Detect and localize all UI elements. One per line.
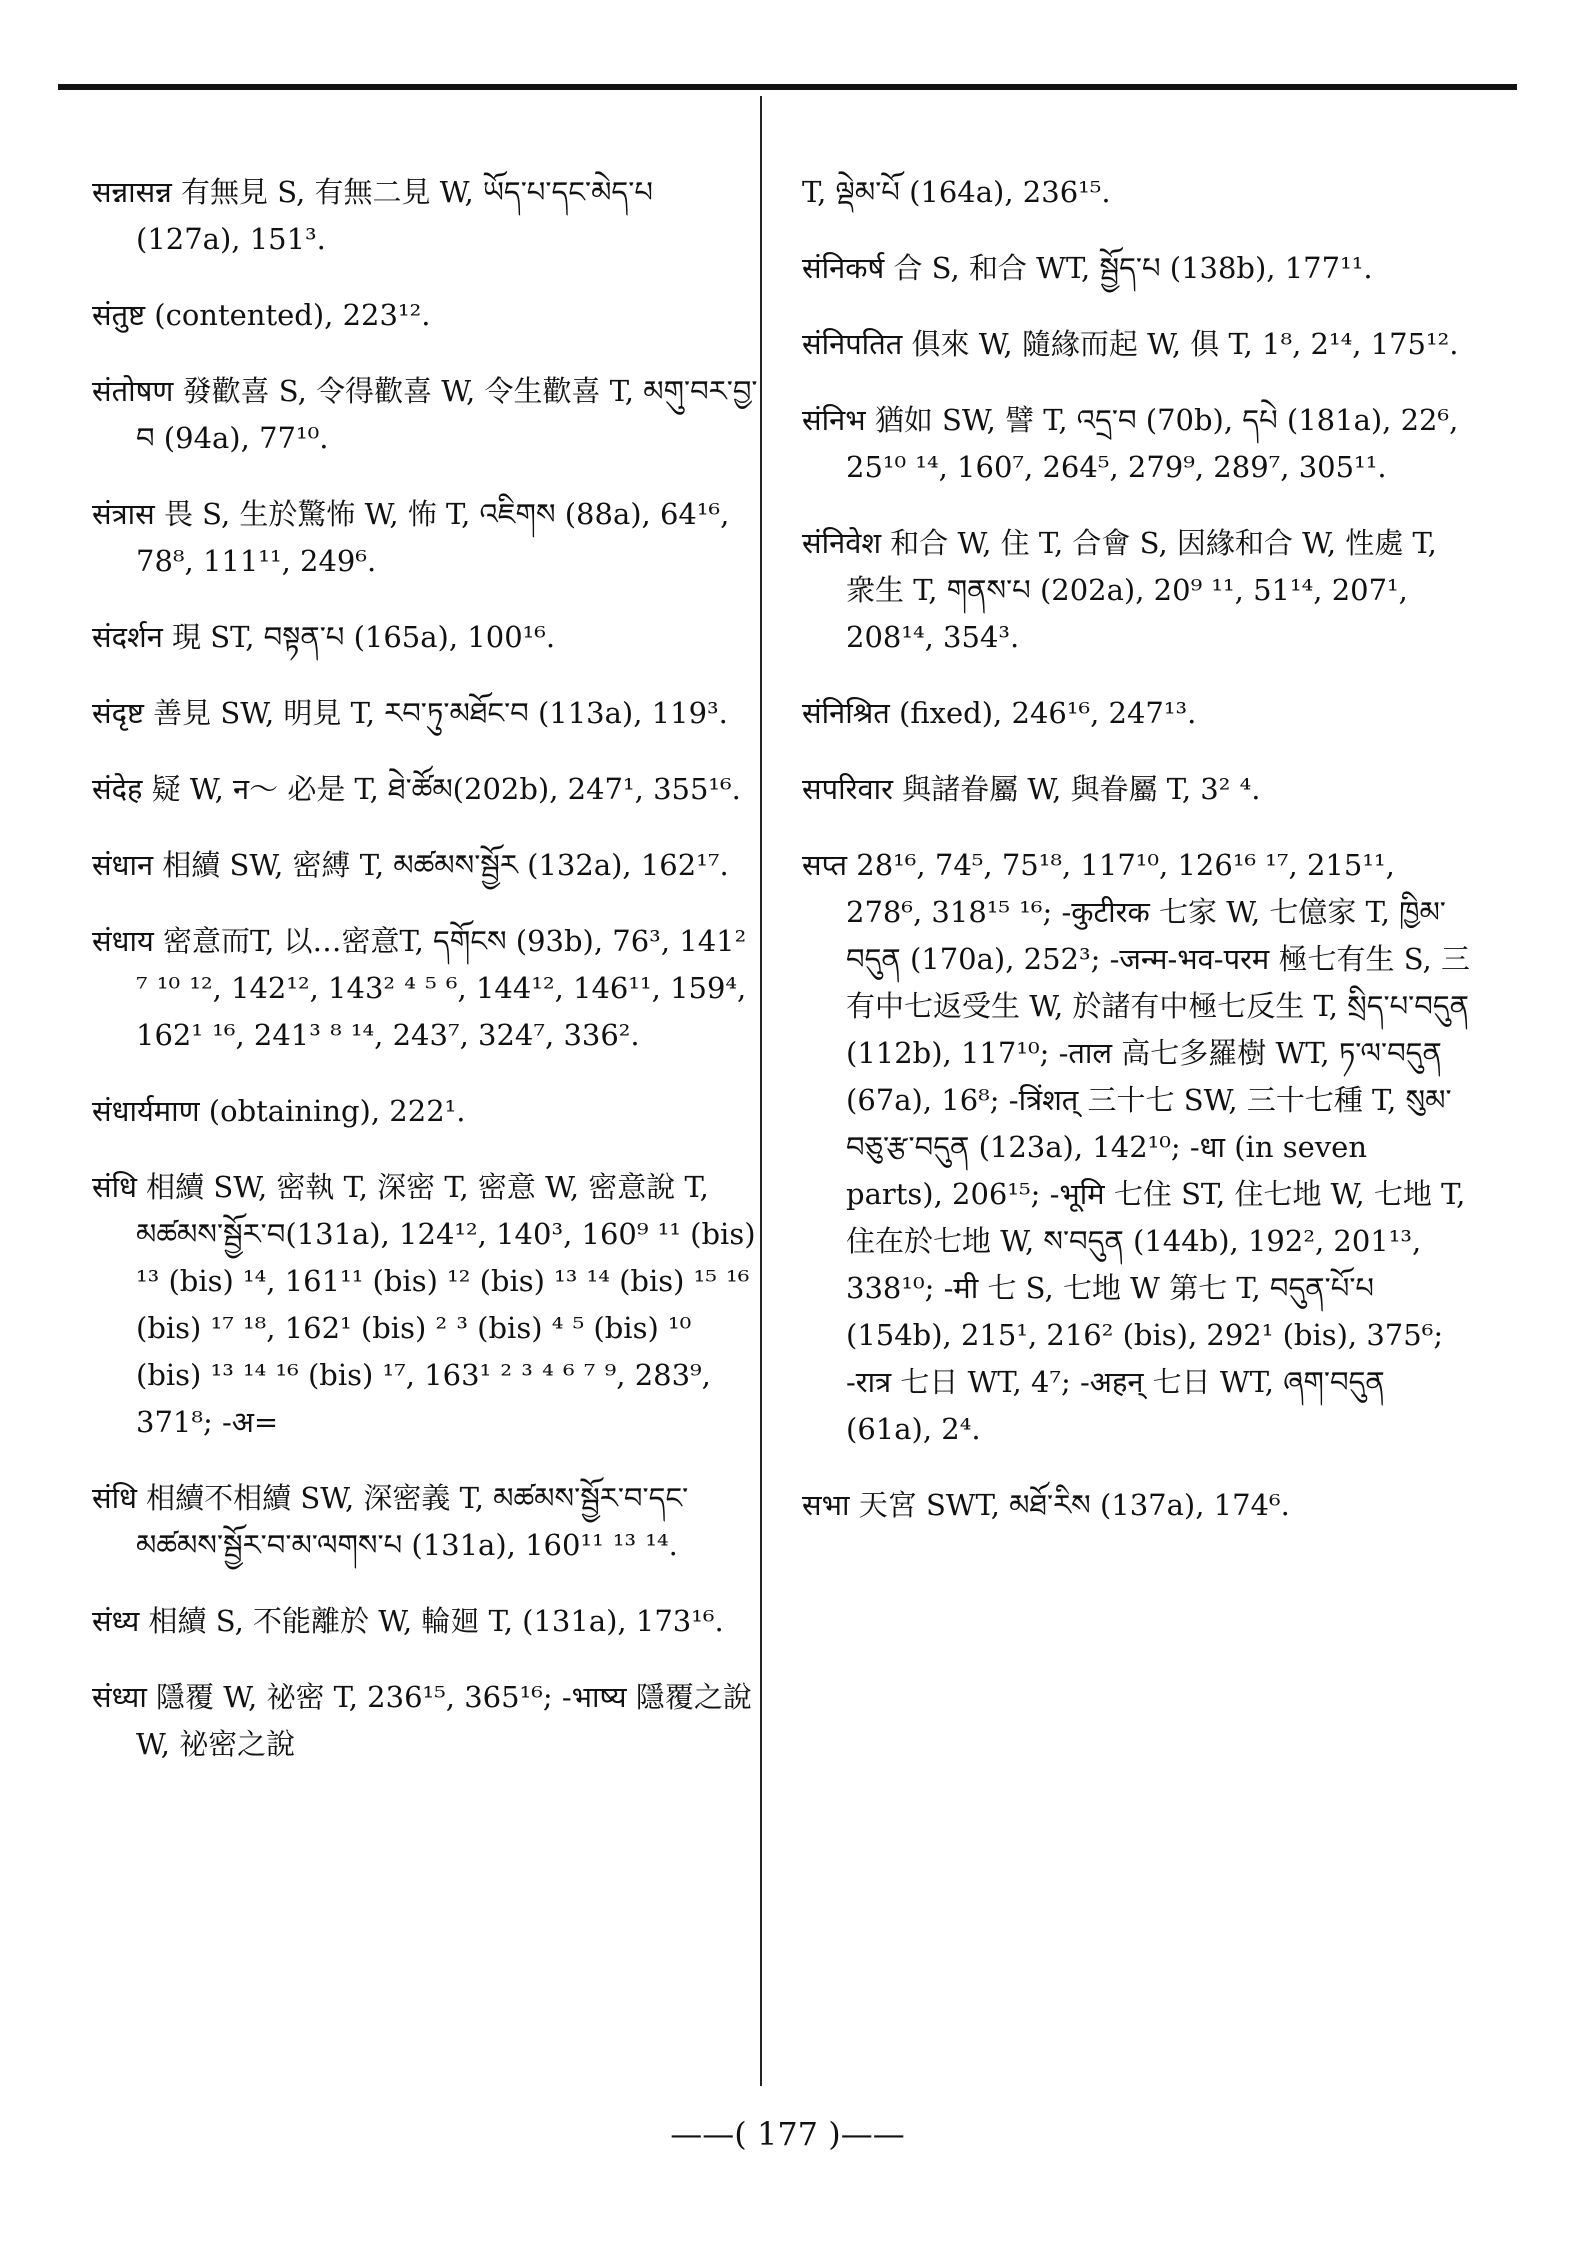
dictionary-entry: सन्नासन्न 有無見 S, 有無二見 W, ཡོད་པ་དང་མེད་པ (127a), 151³.	[92, 175, 653, 256]
dictionary-entry: संधि 相續不相續 SW, 深密義 T, མཚམས་སྦྱོར་བ་དང་མཚམས་སྦྱོར་བ་མ་ལགས་པ (131a), 160¹¹ ¹³ ¹⁴.	[92, 1481, 689, 1562]
page-number: ——( 177 )——	[670, 2115, 905, 2153]
dictionary-entry: T, ལྡེམ་པོ (164a), 236¹⁵.	[802, 175, 1111, 209]
dictionary-entry: सपरिवार 與諸眷屬 W, 與眷屬 T, 3² ⁴.	[802, 772, 1261, 806]
left-column	[92, 140, 762, 1774]
dictionary-entry: संध्य 相續 S, 不能離於 W, 輪廻 T, (131a), 173¹⁶.	[92, 1604, 724, 1638]
dictionary-entry: संनिपतित 俱來 W, 隨緣而起 W, 俱 T, 1⁸, 2¹⁴, 175¹².	[802, 327, 1459, 361]
dictionary-entry: संदर्शन 現 ST, བསྟན་པ (165a), 100¹⁶.	[92, 620, 556, 654]
dictionary-entry: संधि 相續 SW, 密執 T, 深密 T, 密意 W, 密意說 T, མཚམས་སྦྱོར་བ(131a), 124¹², 140³, 160⁹ ¹¹ (bis) ¹³ (bis) ¹⁴, 161¹¹ (bis) ¹² (bis) ¹³ ¹⁴ (bis) ¹⁵ ¹⁶ (bis) ¹⁷ ¹⁸, 162¹ (bis) ² ³ (bis) ⁴ ⁵ (bis) ¹⁰ (bis) ¹³ ¹⁴ ¹⁶ (bis) ¹⁷, 163¹ ² ³ ⁴ ⁶ ⁷ ⁹, 283⁹, 371⁸; -अ=	[92, 1170, 756, 1439]
right-column	[802, 140, 1472, 1535]
dictionary-entry: संनिभ 猶如 SW, 譬 T, འདྲ་བ (70b), དཔེ (181a), 22⁶, 25¹⁰ ¹⁴, 160⁷, 264⁵, 279⁹, 289⁷, 305¹¹.	[802, 403, 1459, 484]
dictionary-entry: संनिकर्ष 合 S, 和合 WT, སྦྱོད་པ (138b), 177¹¹.	[802, 251, 1373, 285]
dictionary-entry: संत्रास 畏 S, 生於驚怖 W, 怖 T, འཇིགས (88a), 64¹⁶, 78⁸, 111¹¹, 249⁶.	[92, 497, 730, 578]
dictionary-entry: संधार्यमाण (obtaining), 222¹.	[92, 1094, 466, 1128]
dictionary-entry: सप्त 28¹⁶, 74⁵, 75¹⁸, 117¹⁰, 126¹⁶ ¹⁷, 215¹¹, 278⁶, 318¹⁵ ¹⁶; -कुटीरक 七家 W, 七億家 T, ཁྱིམ་བདུན (170a), 252³; -जन्म-भव-परम 極七有生 S, 三有中七返受生 W, 於諸有中極七反生 T, སྲིད་པ་བདུན (112b), 117¹⁰; -ताल 高七多羅樹 WT, ཏ་ལ་བདུན (67a), 16⁸; -त्रिंशत् 三十七 SW, 三十七種 T, སུམ་བཅུ་རྩ་བདུན (123a), 142¹⁰; -धा (in seven parts), 206¹⁵; -भूमि 七住 ST, 住七地 W, 七地 T, 住在於七地 W, ས་བདུན (144b), 192², 201¹³, 338¹⁰; -मी 七 S, 七地 W 第七 T, བདུན་པོ་པ (154b), 215¹, 216² (bis), 292¹ (bis), 375⁶; -रात्र 七日 WT, 4⁷; -अहन् 七日 WT, ཞག་བདུན (61a), 2⁴.	[802, 848, 1470, 1446]
dictionary-entry: संनिश्रित (fixed), 246¹⁶, 247¹³.	[802, 696, 1197, 730]
dictionary-entry: संध्या 隱覆 W, 祕密 T, 236¹⁵, 365¹⁶; -भाष्य 隱覆之說 W, 祕密之說	[92, 1680, 752, 1761]
dictionary-entry: संधान 相續 SW, 密縛 T, མཚམས་སྦྱོར (132a), 162¹⁷.	[92, 848, 729, 882]
dictionary-entry: संतुष्ट (contented), 223¹².	[92, 298, 431, 332]
dictionary-entry: संतोषण 發歡喜 S, 令得歡喜 W, 令生歡喜 T, མགུ་བར་བྱ་བ (94a), 77¹⁰.	[92, 374, 758, 455]
dictionary-entry: संनिवेश 和合 W, 住 T, 合會 S, 因緣和合 W, 性處 T, 衆生 T, གནས་པ (202a), 20⁹ ¹¹, 51¹⁴, 207¹, 208¹⁴, 354³.	[802, 526, 1437, 654]
dictionary-entry: सभा 天宮 SWT, མཐོ་རིས (137a), 174⁶.	[802, 1488, 1290, 1522]
dictionary-entry: संदृष्ट 善見 SW, 明見 T, རབ་ཏུ་མཐོང་བ (113a), 119³.	[92, 696, 728, 730]
dictionary-entry: संधाय 密意而T, 以…密意T, དགོངས (93b), 76³, 141² ⁷ ¹⁰ ¹², 142¹², 143² ⁴ ⁵ ⁶, 144¹², 146¹¹, 159⁴, 162¹ ¹⁶, 241³ ⁸ ¹⁴, 243⁷, 324⁷, 336².	[92, 924, 747, 1052]
dictionary-entry: संदेह 疑 W, न～ 必是 T, ཐེ་ཚོམ(202b), 247¹, 355¹⁶.	[92, 772, 741, 806]
top-rule	[58, 84, 1517, 90]
